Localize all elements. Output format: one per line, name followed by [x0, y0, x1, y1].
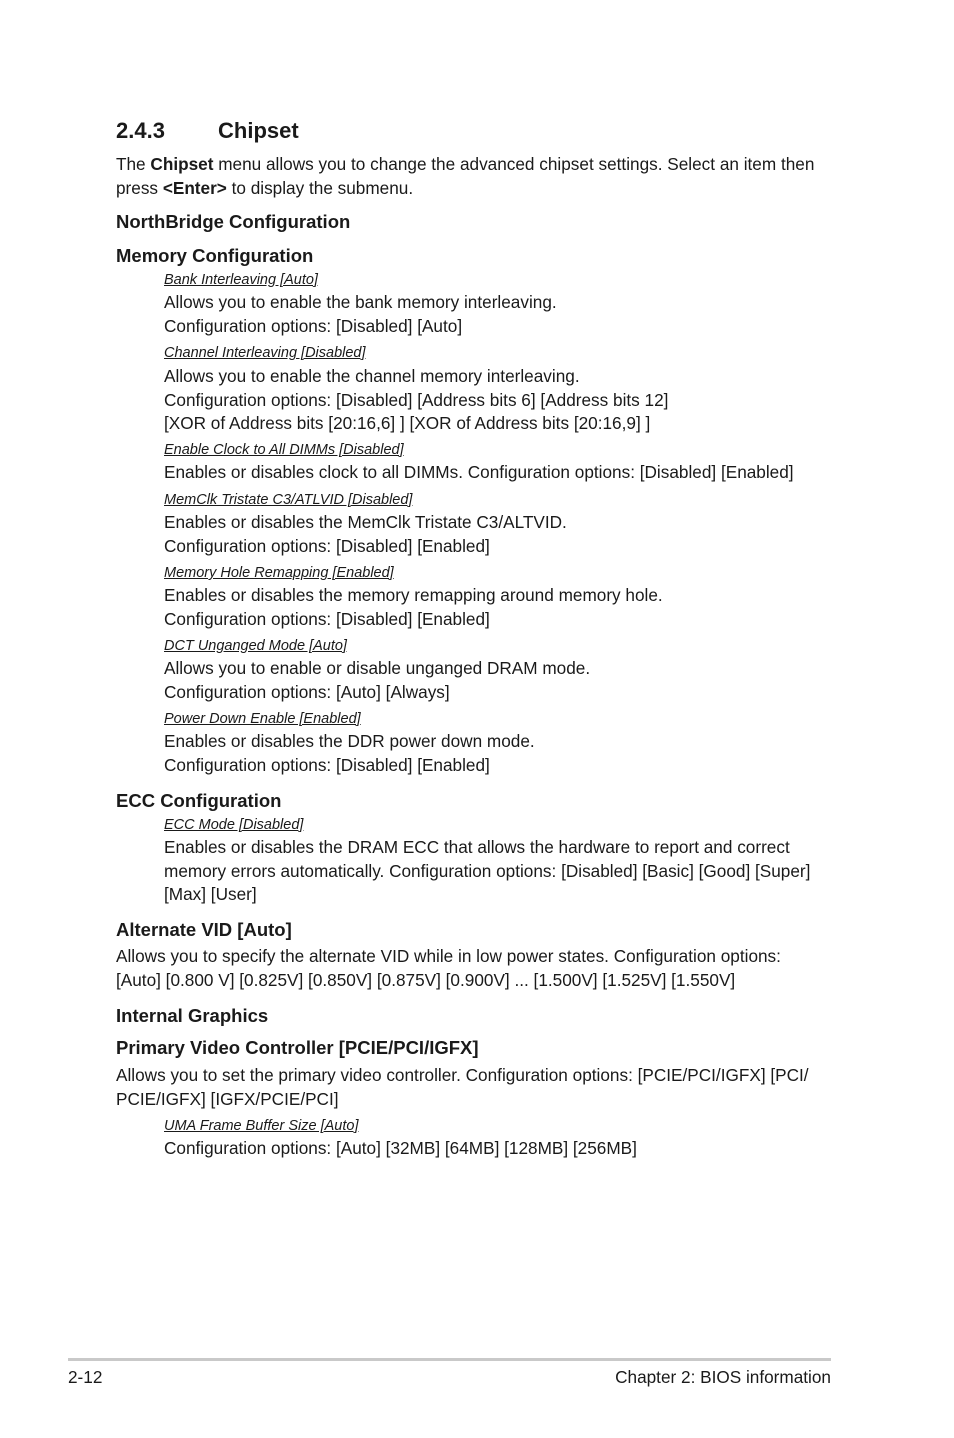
- item-desc-ecc-mode: Enables or disables the DRAM ECC that allows the hardware to report and correct memory errors automatically. Configuration options: [Disabled] [Basic] [Good] [Super] [Max] [User]: [164, 837, 811, 904]
- intro-text: The: [116, 154, 151, 174]
- item-title-enable-clock: Enable Clock to All DIMMs [Disabled]: [164, 442, 404, 458]
- item-desc-bank-interleaving: [164, 291, 832, 338]
- footer-page-number: 2-12: [68, 1367, 103, 1387]
- item-desc-channel-interleaving: [164, 365, 832, 436]
- heading-primary-video: Primary Video Controller [PCIE/PCI/IGFX]: [116, 1037, 479, 1058]
- item-desc-power-down: [164, 730, 832, 777]
- heading-alternate-vid: Alternate VID [Auto]: [116, 919, 292, 940]
- section-title: [116, 118, 299, 144]
- item-desc-memory-hole: [164, 584, 832, 631]
- intro-text: menu allows you to change the advanced chipset settings. Select an item then press: [116, 154, 815, 198]
- section-number: 2.4.3: [116, 118, 165, 143]
- desc-line: Configuration options: [Auto] [Always]: [164, 681, 450, 702]
- item-title-ecc-mode: ECC Mode [Disabled]: [164, 817, 304, 833]
- desc-line: Allows you to enable or disable unganged DRAM mode.: [164, 658, 591, 678]
- desc-line: Configuration options: [Disabled] [Enabled]: [164, 608, 490, 629]
- item-desc-enable-clock: [164, 461, 832, 485]
- desc-line: Allows you to enable the channel memory interleaving.: [164, 366, 580, 386]
- desc-line: Configuration options: [Disabled] [Auto]: [164, 315, 463, 336]
- item-desc-memclk-tristate: [164, 511, 832, 558]
- paragraph-alternate-vid: Allows you to specify the alternate VID while in low power states. Configuration options: [Auto] [0.800 V] [0.825V] [0.850V] [0.875V] [0.900V] ... [1.500V] [1.525V] [1.550V]: [116, 946, 781, 990]
- intro-paragraph: [116, 153, 832, 200]
- footer-chapter-title: Chapter 2: BIOS information: [615, 1367, 831, 1387]
- item-desc-dct-unganged: [164, 657, 832, 704]
- item-title-memclk-tristate: MemClk Tristate C3/ATLVID [Disabled]: [164, 492, 413, 508]
- item-title-uma-frame-buffer: UMA Frame Buffer Size [Auto]: [164, 1118, 359, 1134]
- item-title-bank-interleaving: Bank Interleaving [Auto]: [164, 272, 318, 288]
- desc-line: [XOR of Address bits [20:16,6] ] [XOR of Address bits [20:16,9] ]: [164, 413, 651, 433]
- heading-northbridge: NorthBridge Configuration: [116, 211, 351, 232]
- item-title-power-down: Power Down Enable [Enabled]: [164, 711, 361, 727]
- heading-ecc-configuration: ECC Configuration: [116, 790, 282, 811]
- desc-line: Configuration options: [Auto] [32MB] [64MB] [128MB] [256MB]: [164, 1138, 637, 1158]
- desc-line: Configuration options: [Disabled] [Address bits 6] [Address bits 12]: [164, 389, 669, 410]
- paragraph-primary-video: Allows you to set the primary video controller. Configuration options: [PCIE/PCI/IGFX] [PCI/ PCIE/IGFX] [IGFX/PCIE/PCI]: [116, 1065, 809, 1109]
- intro-bold-enter: <Enter>: [162, 177, 227, 198]
- item-title-channel-interleaving: Channel Interleaving [Disabled]: [164, 345, 366, 361]
- desc-line: Enables or disables the DDR power down mode.: [164, 731, 535, 751]
- item-desc-uma-frame-buffer: [164, 1137, 832, 1161]
- section-name: Chipset: [218, 118, 299, 143]
- heading-memory-configuration: Memory Configuration: [116, 245, 314, 266]
- desc-line: Enables or disables the memory remapping around memory hole.: [164, 585, 663, 605]
- intro-bold-chipset: Chipset: [150, 154, 214, 174]
- desc-line: Configuration options: [Disabled] [Enabled]: [164, 535, 490, 556]
- item-title-dct-unganged: DCT Unganged Mode [Auto]: [164, 638, 347, 654]
- item-title-memory-hole: Memory Hole Remapping [Enabled]: [164, 565, 394, 581]
- desc-line: Allows you to enable the bank memory interleaving.: [164, 292, 557, 312]
- desc-line: Enables or disables clock to all DIMMs. Configuration options: [Disabled] [Enabled]: [164, 462, 794, 482]
- footer-divider: [68, 1358, 831, 1361]
- intro-text: to display the submenu.: [226, 177, 414, 198]
- desc-line: Configuration options: [Disabled] [Enabled]: [164, 754, 490, 775]
- heading-internal-graphics: Internal Graphics: [116, 1005, 269, 1026]
- desc-line: Enables or disables the MemClk Tristate C3/ALTVID.: [164, 512, 567, 532]
